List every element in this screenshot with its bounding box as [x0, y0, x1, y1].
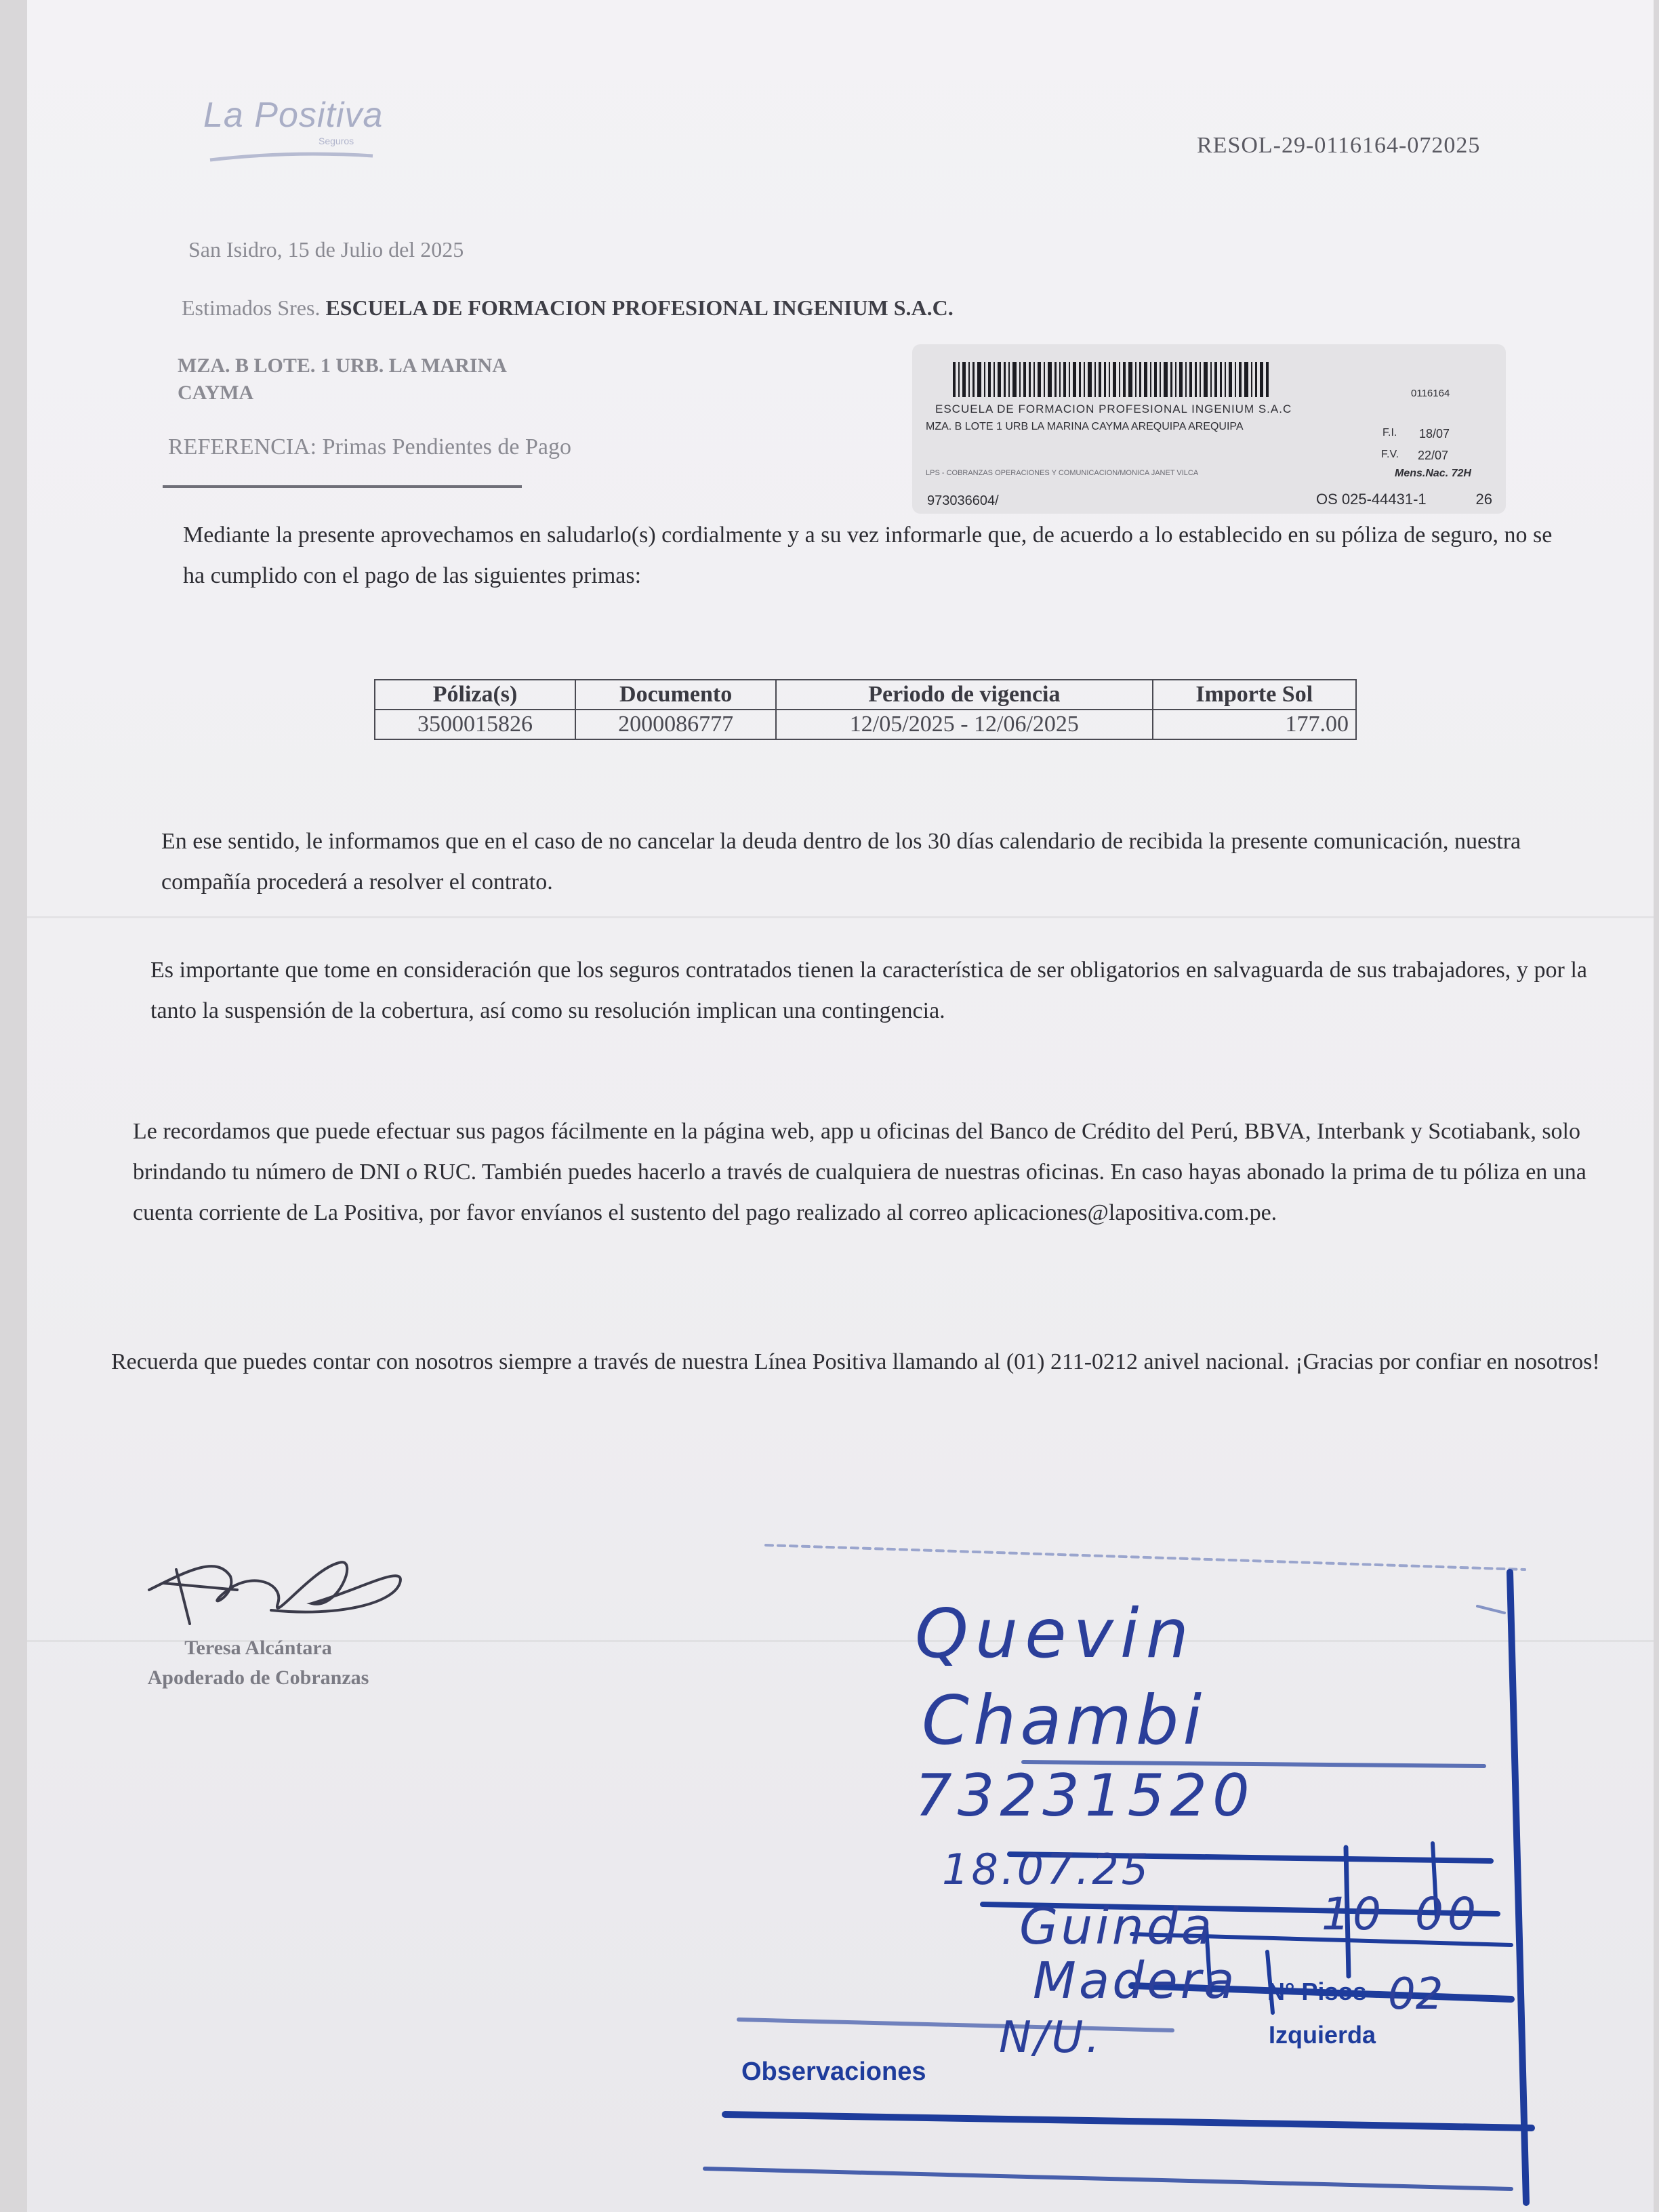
paragraph-deadline: En ese sentido, le informamos que en el caso de no cancelar la deuda dentro de los 30 días calendario de recibida la presente comunicación, nuestra compañía procederá a resolver el contrato.: [161, 829, 1521, 895]
label-address: MZA. B LOTE 1 URB LA MARINA CAYMA AREQUIPA AREQUIPA: [926, 421, 1244, 432]
salutation-label: Estimados Sres.: [182, 295, 321, 320]
paragraph-closing: Recuerda que puedes contar con nosotros siempre a través de nuestra Línea Positiva llamando al (01) 211-0212 anivel nacional. ¡Gracias por confiar en nosotros!: [111, 1349, 1600, 1374]
handwritten-signature: [136, 1529, 420, 1644]
label-fi-key: F.I.: [1382, 427, 1397, 438]
resolution-code: RESOL-29-0116164-072025: [1197, 133, 1481, 158]
address-line: CAYMA: [178, 382, 254, 404]
handwritten-time-hours: 10: [1322, 1888, 1384, 1940]
table-row: [375, 710, 1356, 739]
handwritten-date: 18.07.25: [942, 1845, 1151, 1894]
intro-paragraph: Mediante la presente aprovechamos en saludarlo(s) cordialmente y a su vez informarle que, de acuerdo a lo establecido en su póliza de seguro, no se ha cumplido con el pago de las siguientes primas:: [183, 523, 1553, 588]
paper-fold-line: [27, 916, 1654, 918]
letter-date: San Isidro, 15 de Julio del 2025: [188, 237, 464, 262]
company-logo: La Positiva Seguros: [203, 95, 420, 169]
salutation: [182, 287, 954, 328]
label-fv-key: F.V.: [1381, 449, 1399, 460]
reference-line: REFERENCIA: Primas Pendientes de Pago: [168, 434, 571, 459]
handwritten-floor-count: 02: [1388, 1969, 1443, 2020]
handwritten-first-name: Quevin: [915, 1594, 1195, 1673]
signer-name: Teresa Alcántara: [184, 1637, 332, 1659]
label-service: Mens.Nac. 72H: [1395, 468, 1471, 479]
label-os-number: OS 025-44431-1: [1316, 491, 1427, 508]
label-phone: 973036604/: [927, 493, 999, 508]
signer-block: [119, 1633, 397, 1693]
document-number-cell: 2000086777: [575, 710, 776, 739]
column-header-amount: Importe Sol: [1153, 680, 1356, 710]
stamp-left-label: Izquierda: [1269, 2021, 1376, 2049]
stamp-floors-label: N° Pisos: [1267, 1978, 1367, 2005]
reference-underline: [163, 485, 522, 488]
label-code: 0116164: [1411, 388, 1450, 399]
handwritten-observation: N/U.: [999, 2013, 1103, 2063]
mailing-label: [912, 344, 1506, 514]
stamp-observations-label: Observaciones: [741, 2057, 926, 2086]
label-operations: LPS - COBRANZAS OPERACIONES Y COMUNICACION/MONICA JANET VILCA: [926, 469, 1199, 477]
recipient-name: ESCUELA DE FORMACION PROFESIONAL INGENIUM S.A.C.: [325, 295, 954, 320]
handwritten-door-material: Madera: [1033, 1952, 1237, 2010]
label-fv-value: 22/07: [1418, 449, 1449, 462]
period-cell: 12/05/2025 - 12/06/2025: [776, 710, 1152, 739]
paragraph-payment-options: Le recordamos que puede efectuar sus pagos fácilmente en la página web, app u oficinas del Banco de Crédito del Perú, BBVA, Interbank y Scotiabank, solo brindando tu número de DNI o RUC. También puedes hacerlo a través de cualquiera de nuestras oficinas. En caso hayas abonado la prima de tu póliza en una cuenta corriente de La Positiva, por favor envíanos el sustento del pago realizado al correo aplicaciones@lapositiva.com.pe.: [133, 1119, 1586, 1225]
handwritten-id-number: 73231520: [915, 1762, 1255, 1830]
label-fi-value: 18/07: [1419, 427, 1450, 441]
handwritten-last-name: Chambi: [922, 1681, 1206, 1760]
table-header-row: [375, 680, 1356, 710]
handwritten-door-color: Guinda: [1019, 1898, 1215, 1956]
handwritten-time-minutes: 00: [1415, 1888, 1480, 1940]
barcode-icon: [953, 362, 1271, 397]
address-line: MZA. B LOTE. 1 URB. LA MARINA: [178, 354, 507, 377]
recipient-address: [178, 352, 507, 407]
logo-swoosh-icon: [203, 146, 380, 167]
amount-cell: 177.00: [1153, 710, 1356, 739]
policy-number-cell: 3500015826: [375, 710, 575, 739]
column-header-policy: Póliza(s): [375, 680, 575, 710]
column-header-document: Documento: [575, 680, 776, 710]
label-page-value: 26: [1475, 491, 1492, 508]
pending-premiums-table: [374, 679, 1357, 740]
paragraph-importance: Es importante que tome en consideración que los seguros contratados tienen la característica de ser obligatorios en salvaguarda de sus trabajadores, y por la tanto la suspensión de la cobertura, así como su resolución implican una contingencia.: [150, 958, 1587, 1023]
label-recipient: ESCUELA DE FORMACION PROFESIONAL INGENIUM S.A.C: [935, 403, 1292, 415]
signer-title: Apoderado de Cobranzas: [147, 1666, 369, 1689]
column-header-period: Periodo de vigencia: [776, 680, 1152, 710]
